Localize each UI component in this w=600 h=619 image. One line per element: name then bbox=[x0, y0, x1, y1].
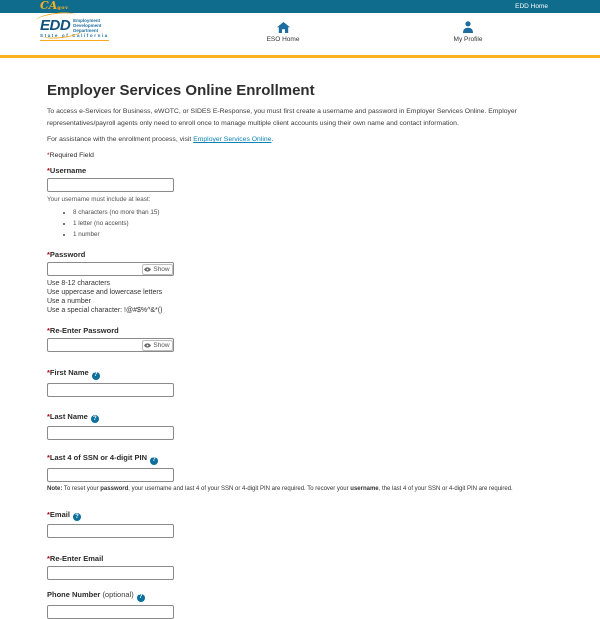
help-icon[interactable]: ? bbox=[150, 457, 158, 465]
ssn-pin-note: Note: To reset your password, your username and last 4 of your SSN or 4-digit PIN are required. To recover your username, the last 4 of your SSN or 4-digit PIN are required. bbox=[47, 485, 513, 492]
site-header bbox=[0, 13, 600, 55]
username-label: *Username bbox=[47, 166, 87, 175]
nav-eso-home-label: ESO Home bbox=[266, 36, 300, 43]
phone-field-group bbox=[47, 590, 553, 619]
nav-my-profile-label: My Profile bbox=[453, 36, 483, 43]
required-marker: * bbox=[47, 326, 50, 335]
help-icon[interactable]: ? bbox=[137, 594, 145, 602]
last-name-input[interactable] bbox=[47, 426, 174, 440]
required-marker: * bbox=[47, 554, 50, 563]
edd-dept-name: Employment Development Department bbox=[73, 18, 102, 33]
nav-my-profile[interactable] bbox=[428, 21, 508, 43]
username-rules-list bbox=[47, 207, 553, 240]
ssn-pin-label: *Last 4 of SSN or 4-digit PIN ? bbox=[47, 453, 553, 465]
reenter-password-input-wrap bbox=[47, 338, 174, 352]
phone-label: Phone Number (optional) ? bbox=[47, 590, 553, 602]
last-name-field-group bbox=[47, 412, 553, 441]
page-title: Employer Services Online Enrollment bbox=[47, 82, 315, 99]
edd-logo[interactable] bbox=[40, 16, 109, 43]
email-input[interactable] bbox=[47, 524, 174, 538]
edd-state-line: State of California bbox=[40, 33, 109, 41]
show-password-button[interactable]: Show bbox=[142, 264, 173, 275]
edd-acronym: EDD bbox=[40, 17, 71, 34]
employer-services-online-link[interactable]: Employer Services Online bbox=[193, 136, 272, 143]
help-icon[interactable]: ? bbox=[92, 372, 100, 380]
reenter-email-input[interactable] bbox=[47, 566, 174, 580]
home-icon bbox=[248, 21, 318, 33]
required-marker: * bbox=[47, 509, 50, 519]
password-rule: Use a special character: !@#$%^&*() bbox=[47, 307, 163, 314]
edd-home-link[interactable]: EDD Home bbox=[515, 3, 548, 10]
phone-input[interactable] bbox=[47, 605, 174, 619]
first-name-field-group bbox=[47, 368, 553, 397]
first-name-input[interactable] bbox=[47, 383, 174, 397]
first-name-label: *First Name ? bbox=[47, 368, 553, 380]
utility-bar bbox=[0, 0, 600, 13]
password-rules bbox=[47, 279, 553, 315]
password-input[interactable] bbox=[48, 263, 141, 275]
reenter-email-field-group bbox=[47, 554, 553, 580]
password-rule: Use 8-12 characters bbox=[47, 280, 111, 287]
username-field-group bbox=[47, 166, 553, 240]
password-label: *Password bbox=[47, 250, 86, 259]
required-marker: * bbox=[47, 411, 50, 421]
username-rule: • 1 number bbox=[73, 229, 553, 240]
required-marker: * bbox=[47, 166, 50, 175]
email-field-group bbox=[47, 510, 553, 539]
reenter-email-label: *Re-Enter Email bbox=[47, 554, 104, 563]
required-marker: * bbox=[47, 453, 50, 462]
eye-icon bbox=[144, 343, 151, 348]
show-reenter-password-button[interactable]: Show bbox=[142, 340, 173, 351]
password-field-group bbox=[47, 250, 553, 315]
password-rule: Use a number bbox=[47, 298, 91, 305]
required-marker: * bbox=[47, 250, 50, 259]
eye-icon bbox=[144, 267, 151, 272]
reenter-password-label: *Re-Enter Password bbox=[47, 326, 119, 335]
ca-gov-logo[interactable]: CAgov bbox=[40, 0, 69, 12]
reenter-password-field-group bbox=[47, 326, 553, 352]
required-marker: * bbox=[47, 368, 50, 377]
username-input[interactable] bbox=[47, 178, 174, 192]
main-content bbox=[0, 82, 600, 619]
gold-divider bbox=[0, 55, 600, 58]
person-icon bbox=[428, 21, 508, 33]
reenter-password-input[interactable] bbox=[48, 339, 141, 351]
username-rule: • 1 letter (no accents) bbox=[73, 218, 553, 229]
help-icon[interactable]: ? bbox=[73, 513, 81, 521]
password-input-wrap bbox=[47, 262, 174, 276]
username-hint: Your username must include at least: bbox=[47, 196, 151, 203]
help-icon[interactable]: ? bbox=[91, 415, 99, 423]
nav-eso-home[interactable] bbox=[248, 21, 318, 43]
required-field-note: *Required Field bbox=[47, 152, 94, 159]
username-rule: • 8 characters (no more than 15) bbox=[73, 207, 553, 218]
password-rule: Use uppercase and lowercase letters bbox=[47, 289, 163, 296]
required-marker: * bbox=[47, 152, 50, 159]
assistance-paragraph: For assistance with the enrollment process, visit Employer Services Online. bbox=[47, 136, 274, 143]
email-label: *Email ? bbox=[47, 510, 553, 522]
ssn-pin-field-group bbox=[47, 453, 553, 493]
last-name-label: *Last Name ? bbox=[47, 412, 553, 424]
ssn-pin-input[interactable] bbox=[47, 468, 174, 482]
intro-paragraph: To access e-Services for Business, eWOTC, or SIDES E-Response, you must first create a username and password in Employer Services Online. Employer representatives/payroll agents only need to enroll once to manage multiple client accounts using their own name and contact information. bbox=[47, 108, 517, 127]
